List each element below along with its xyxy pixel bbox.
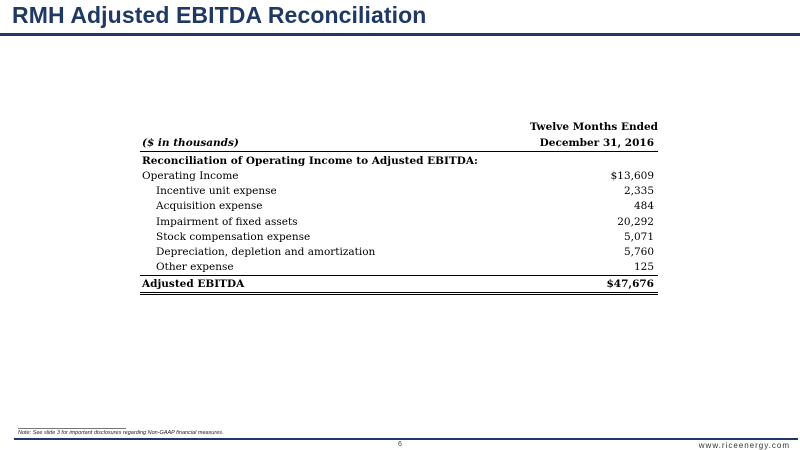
reconciliation-table <box>140 120 658 295</box>
table-header-row <box>140 135 658 152</box>
row-value: 20,292 <box>617 215 654 228</box>
website-link[interactable]: www.riceenergy.com <box>698 441 790 450</box>
row-label: Incentive unit expense <box>156 185 277 198</box>
table-row-stock-compensation <box>140 230 658 245</box>
unit-label: ($ in thousands) <box>142 137 239 149</box>
row-value: 125 <box>633 261 654 274</box>
section-label: Reconciliation of Operating Income to Adjusted EBITDA: <box>142 155 478 167</box>
footnote-divider <box>18 428 126 429</box>
table-row-other-expense <box>140 260 658 276</box>
row-value: 484 <box>633 200 654 213</box>
table-row-operating-income <box>140 169 658 184</box>
row-label: Impairment of fixed assets <box>156 215 298 228</box>
row-value: 5,760 <box>623 245 654 258</box>
title-divider <box>0 33 800 36</box>
total-value: $47,676 <box>606 278 654 291</box>
slide-title: RMH Adjusted EBITDA Reconciliation <box>12 2 427 28</box>
page-number: 6 <box>398 441 402 448</box>
table-row-acquisition-expense <box>140 199 658 214</box>
row-label: Other expense <box>156 261 234 274</box>
row-label: Depreciation, depletion and amortization <box>156 245 376 258</box>
table-row-impairment <box>140 215 658 230</box>
row-label: Stock compensation expense <box>156 230 311 243</box>
row-label: Acquisition expense <box>156 200 263 213</box>
table-row-depreciation <box>140 245 658 260</box>
row-value: 2,335 <box>623 185 654 198</box>
row-value: 5,071 <box>623 230 654 243</box>
period-header-line2: December 31, 2016 <box>539 137 654 149</box>
footnote: Note: See slide 3 for important disclosures regarding Non-GAAP financial measures. <box>18 430 224 436</box>
footer-divider <box>14 438 798 440</box>
total-label: Adjusted EBITDA <box>142 278 245 291</box>
row-value: $13,609 <box>610 170 654 182</box>
table-row-total <box>140 276 658 295</box>
row-label: Operating Income <box>142 170 239 182</box>
period-header-line1: Twelve Months Ended <box>529 121 658 133</box>
table-row-incentive-unit-expense <box>140 184 658 199</box>
